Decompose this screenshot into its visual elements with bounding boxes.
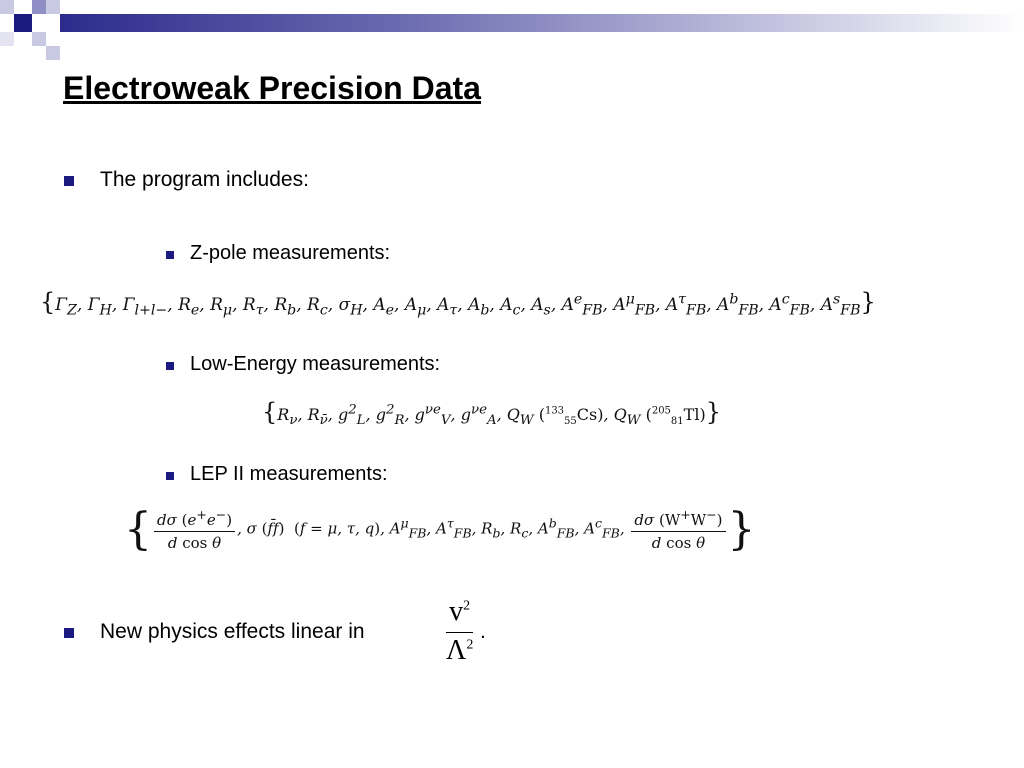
square-bullet-icon — [166, 251, 174, 259]
formula-v2-over-lambda2 — [446, 596, 473, 667]
fraction-numerator: v — [449, 596, 464, 627]
formula-zpole: {$\Gamma_Z$, $\Gamma_H$, $\Gamma_{l+l-}$, $R_e$, $R_\mu$, $R_\tau$, $R_b$, $R_c$, $\sigma_H$, $A_e$, $A_\mu$, $A_\tau$, $A_b$, $A_c$, $A_s$, $A^e_{FB}$, $A^\mu_{FB}$, $A^\tau_{FB}$, $A^b_{FB}$, $A^c_{FB}$, $A^s_{FB}$} — [40, 288, 876, 319]
bullet-lowenergy: Low-Energy measurements: — [190, 353, 441, 375]
formula-lep2: { $\frac{d\sigma (e^+e^-)}{\text{d cos θ}}$ , σ (f̄f) (f = μ, τ, q), $A^\mu_{FB}$, $A^\tau_{FB}$, $R_b$, $R_c$, $A^b_{FB}$, $A^c_{FB}$, $\frac{d\sigma (W^+W^-)}{\text{d cos θ}}$ } — [124, 504, 756, 555]
deco-square — [0, 0, 14, 14]
deco-square — [32, 0, 46, 14]
square-bullet-icon — [64, 628, 74, 638]
sentence-period: . — [480, 620, 486, 643]
exponent: 2 — [463, 598, 471, 614]
exponent: 2 — [466, 637, 474, 653]
square-bullet-icon — [166, 362, 174, 370]
header-gradient-bar — [60, 14, 1024, 32]
bullet-newphysics: New physics effects linear in — [100, 620, 365, 643]
fraction-denominator: Λ — [446, 635, 467, 666]
deco-square — [0, 32, 14, 46]
square-bullet-icon — [64, 176, 74, 186]
deco-square — [14, 14, 32, 32]
formula-lowenergy: {$R_\nu$, $R_{\nū}$, $g^2_L$, $g^2_R$, $g^{\nu e}_V$, $g^{\nu e}_A$, $Q_W$ ($^{133}_{55}$Cs), $Q_W$ ($^{205}_{81}$Tl)} — [262, 398, 721, 429]
deco-square — [32, 32, 46, 46]
square-bullet-icon — [166, 472, 174, 480]
bullet-lep2: LEP II measurements: — [190, 463, 388, 485]
deco-square — [46, 0, 60, 14]
bullet-program: The program includes: — [100, 168, 309, 191]
slide-title: Electroweak Precision Data — [63, 70, 481, 106]
bullet-zpole: Z-pole measurements: — [190, 242, 391, 264]
deco-square — [46, 46, 60, 60]
